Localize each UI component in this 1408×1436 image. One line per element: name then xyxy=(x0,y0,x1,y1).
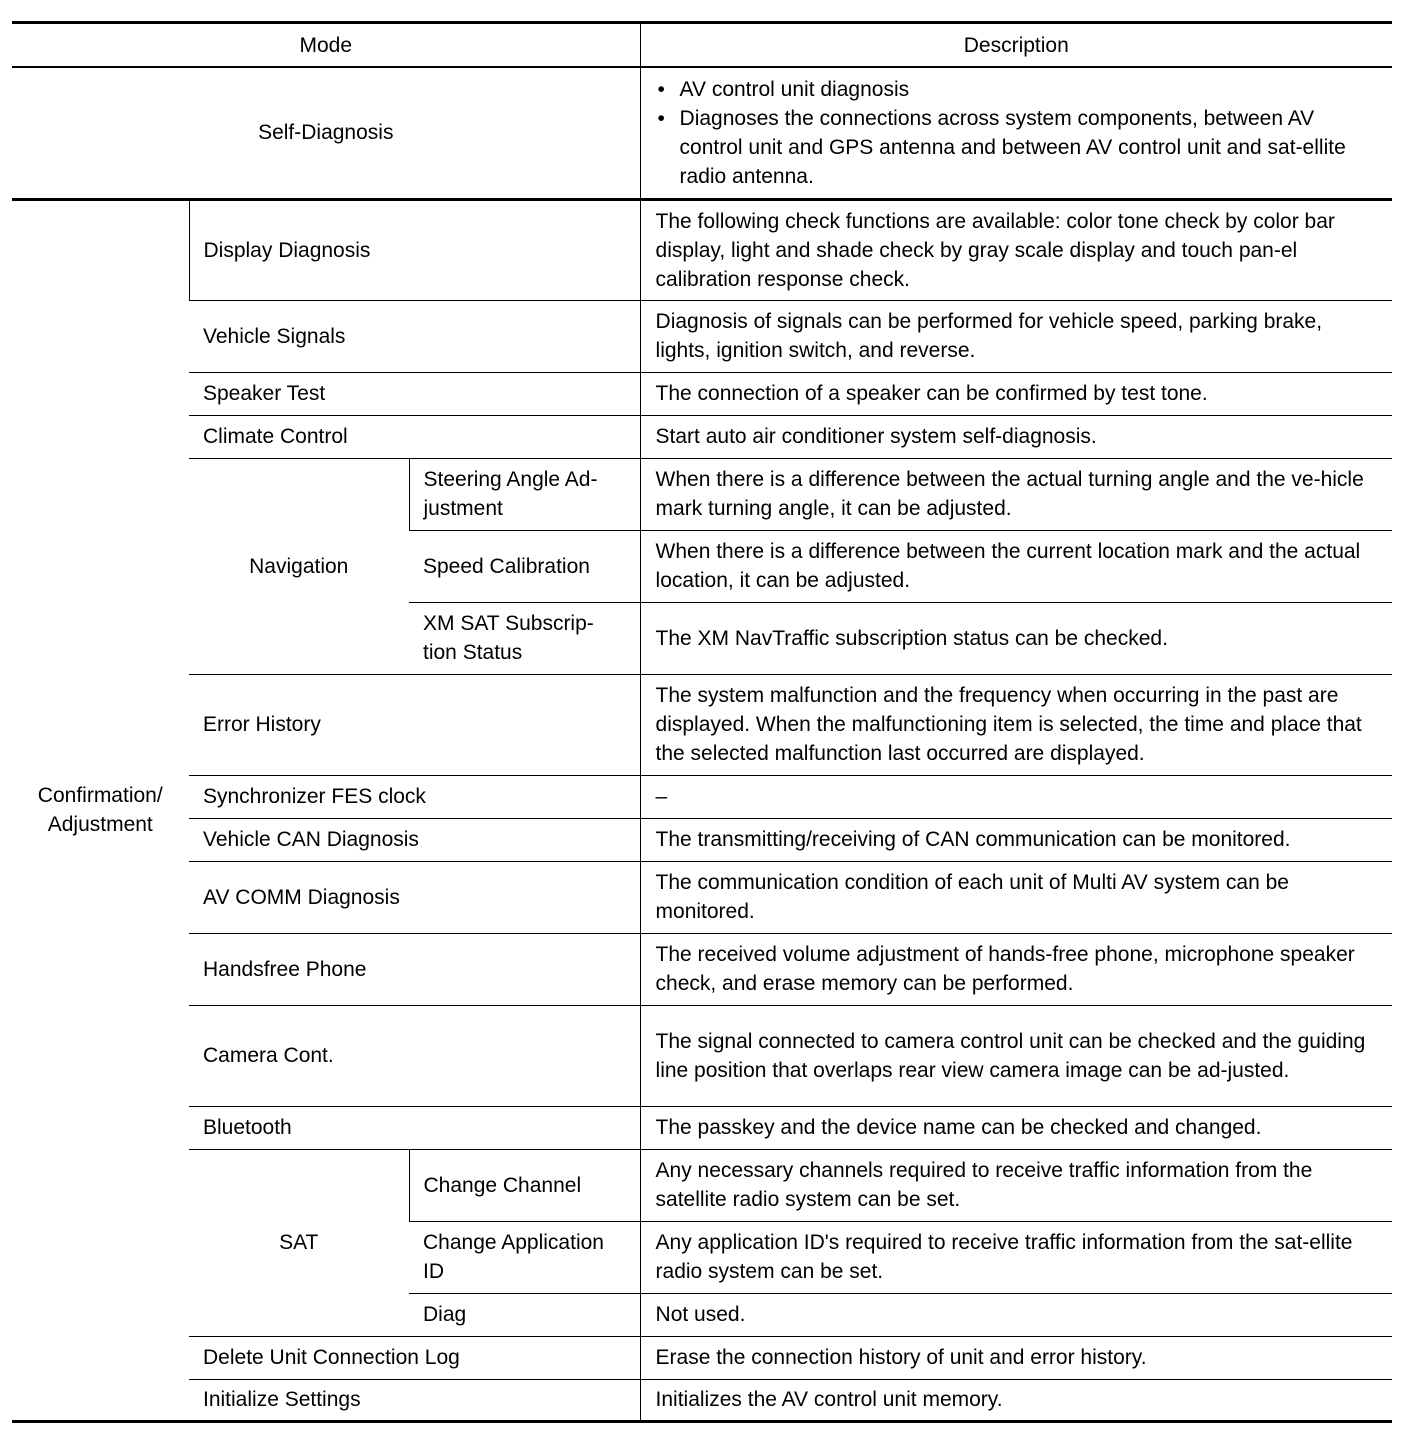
desc-initialize-settings: Initializes the AV control unit memory. xyxy=(640,1379,1392,1421)
mode-change-channel: Change Channel xyxy=(409,1149,640,1221)
mode-initialize-settings: Initialize Settings xyxy=(189,1379,640,1421)
table-row xyxy=(12,674,1392,775)
mode-bluetooth: Bluetooth xyxy=(189,1106,640,1149)
desc-change-channel: Any necessary channels required to receive traffic information from the satellite radio system can be set. xyxy=(640,1149,1392,1221)
desc-display-diagnosis: The following check functions are available: color tone check by color bar display, light and shade check by gray scale display and touch pan-el calibration response check. xyxy=(640,199,1392,300)
mode-display-diagnosis: Display Diagnosis xyxy=(189,199,640,300)
list-item: • AV control unit diagnosis xyxy=(656,75,1379,104)
desc-handsfree-phone: The received volume adjustment of hands-free phone, microphone speaker check, and erase memory can be performed. xyxy=(640,933,1392,1005)
mode-error-history: Error History xyxy=(189,674,640,775)
group-sat: SAT xyxy=(189,1149,409,1336)
table-row xyxy=(12,1005,1392,1106)
group-navigation: Navigation xyxy=(189,458,409,674)
mode-vehicle-can: Vehicle CAN Diagnosis xyxy=(189,818,640,861)
desc-av-comm: The communication condition of each unit of Multi AV system can be monitored. xyxy=(640,861,1392,933)
mode-climate-control: Climate Control xyxy=(189,415,640,458)
desc-speaker-test: The connection of a speaker can be confirmed by test tone. xyxy=(640,372,1392,415)
table-row xyxy=(12,458,1392,530)
table-row xyxy=(12,1336,1392,1379)
table-row xyxy=(12,199,1392,300)
mode-steering-angle: Steering Angle Ad-justment xyxy=(409,458,640,530)
mode-synchronizer: Synchronizer FES clock xyxy=(189,775,640,818)
header-mode: Mode xyxy=(12,23,640,68)
desc-camera-cont: The signal connected to camera control unit can be checked and the guiding line position that overlaps rear view camera image can be ad-justed. xyxy=(640,1005,1392,1106)
table-row xyxy=(12,1106,1392,1149)
list-item: • Diagnoses the connections across system components, between AV control unit and GPS antenna and between AV control unit and sat-ellite radio antenna. xyxy=(656,104,1379,191)
header-row xyxy=(12,23,1392,68)
table-row xyxy=(12,372,1392,415)
table-row xyxy=(12,818,1392,861)
bullet-list xyxy=(656,75,1379,191)
table-row xyxy=(12,775,1392,818)
group-confirmation-adjustment: Confirmation/ Adjustment xyxy=(12,199,189,1421)
table-row xyxy=(12,67,1392,199)
mode-change-application-id: Change Application ID xyxy=(409,1221,640,1293)
desc-synchronizer: – xyxy=(640,775,1392,818)
table-row xyxy=(12,933,1392,1005)
desc-xm-sat-subscription: The XM NavTraffic subscription status can be checked. xyxy=(640,602,1392,674)
mode-delete-unit-connection-log: Delete Unit Connection Log xyxy=(189,1336,640,1379)
table-row xyxy=(12,300,1392,372)
desc-diag: Not used. xyxy=(640,1293,1392,1336)
mode-description-table xyxy=(12,21,1392,1423)
mode-speed-calibration: Speed Calibration xyxy=(409,530,640,602)
table-row xyxy=(12,861,1392,933)
mode-vehicle-signals: Vehicle Signals xyxy=(189,300,640,372)
desc-climate-control: Start auto air conditioner system self-diagnosis. xyxy=(640,415,1392,458)
desc-bluetooth: The passkey and the device name can be checked and changed. xyxy=(640,1106,1392,1149)
mode-camera-cont: Camera Cont. xyxy=(189,1005,640,1106)
desc-vehicle-signals: Diagnosis of signals can be performed for vehicle speed, parking brake, lights, ignition switch, and reverse. xyxy=(640,300,1392,372)
mode-av-comm: AV COMM Diagnosis xyxy=(189,861,640,933)
mode-xm-sat-subscription: XM SAT Subscrip-tion Status xyxy=(409,602,640,674)
header-description: Description xyxy=(640,23,1392,68)
table-row xyxy=(12,1379,1392,1421)
desc-steering-angle: When there is a difference between the actual turning angle and the ve-hicle mark turning angle, it can be adjusted. xyxy=(640,458,1392,530)
desc-error-history: The system malfunction and the frequency when occurring in the past are displayed. When the malfunctioning item is selected, the time and place that the selected malfunction last occurred are displayed. xyxy=(640,674,1392,775)
mode-self-diagnosis: Self-Diagnosis xyxy=(12,67,640,199)
desc-change-application-id: Any application ID's required to receive traffic information from the sat-ellite radio system can be set. xyxy=(640,1221,1392,1293)
mode-diag: Diag xyxy=(409,1293,640,1336)
desc-vehicle-can: The transmitting/receiving of CAN communication can be monitored. xyxy=(640,818,1392,861)
table-row xyxy=(12,1149,1392,1221)
desc-self-diagnosis xyxy=(640,67,1392,199)
desc-delete-unit-connection-log: Erase the connection history of unit and error history. xyxy=(640,1336,1392,1379)
mode-handsfree-phone: Handsfree Phone xyxy=(189,933,640,1005)
mode-speaker-test: Speaker Test xyxy=(189,372,640,415)
table-row xyxy=(12,415,1392,458)
desc-speed-calibration: When there is a difference between the current location mark and the actual location, it can be adjusted. xyxy=(640,530,1392,602)
